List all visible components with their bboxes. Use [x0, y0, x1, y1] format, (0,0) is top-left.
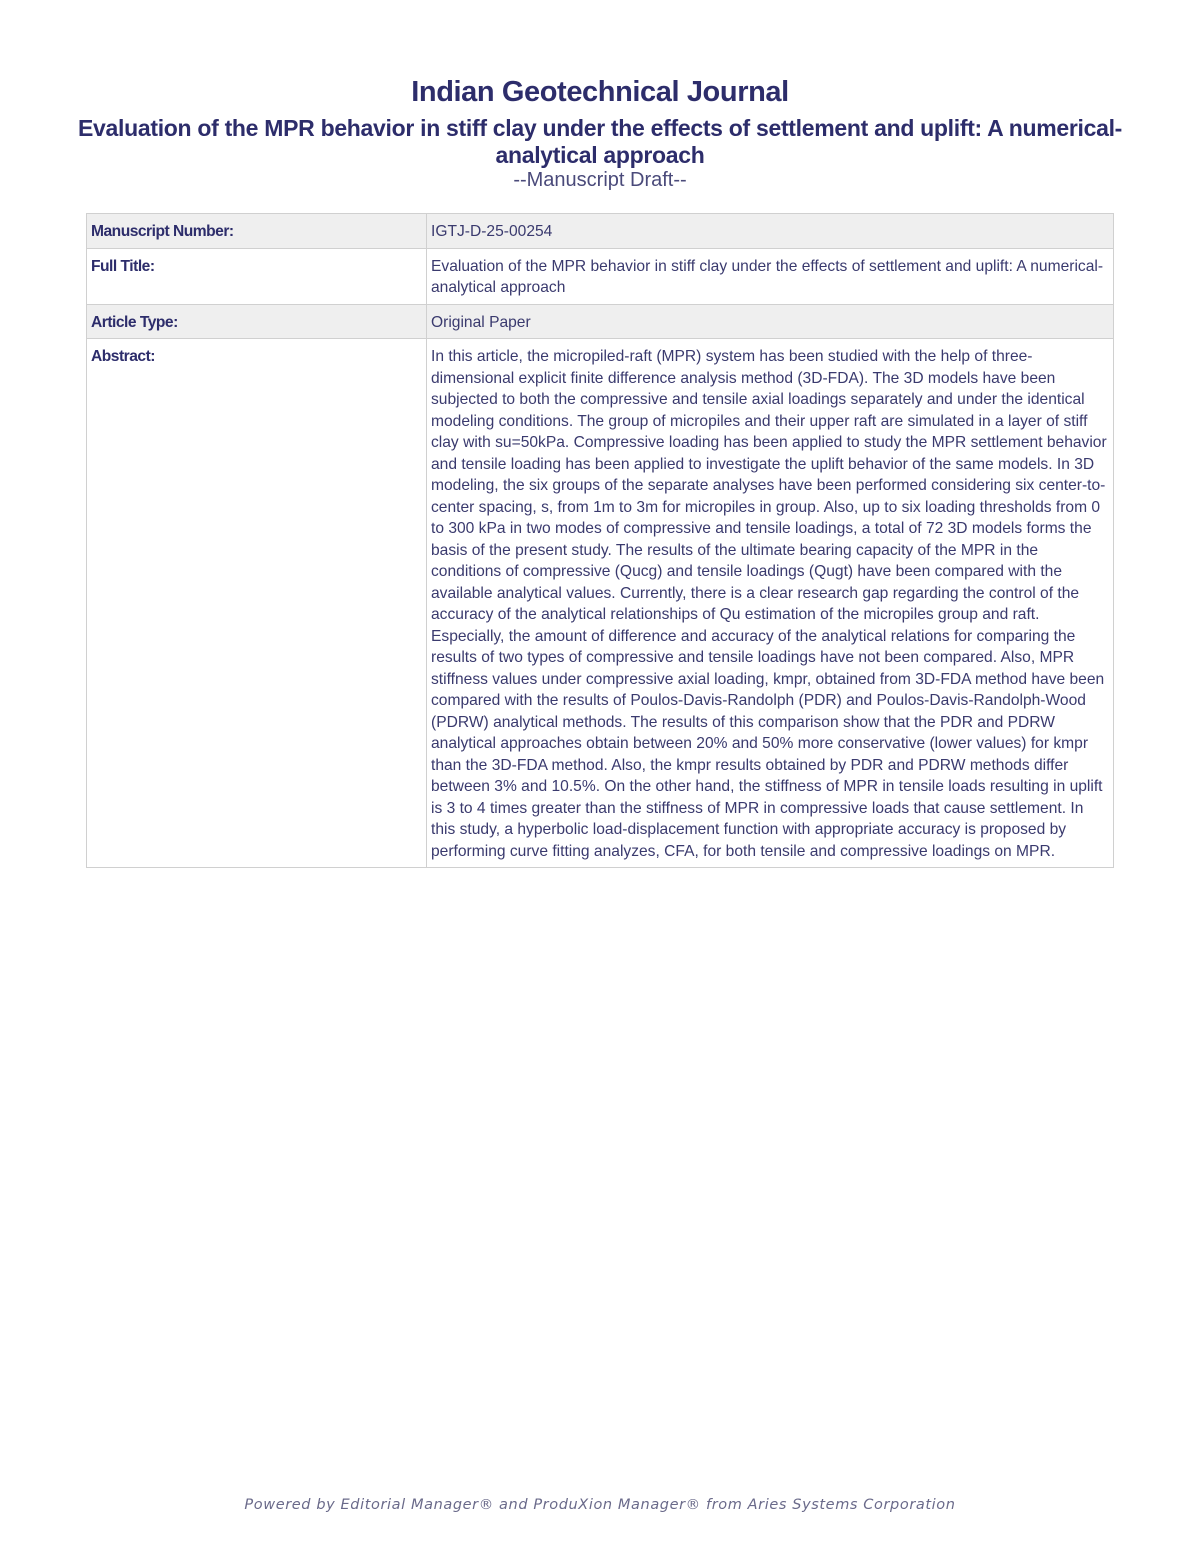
manuscript-draft-label: --Manuscript Draft--: [513, 169, 687, 191]
table-row-manuscript-number: [87, 214, 1114, 249]
table-row-article-type: [87, 304, 1114, 339]
article-type-label: Article Type:: [87, 304, 427, 339]
full-title-label: Full Title:: [87, 248, 427, 304]
full-title-value: Evaluation of the MPR behavior in stiff clay under the effects of settlement and uplift: A numerical-analytical approach: [427, 248, 1114, 304]
manuscript-metadata-table: [86, 213, 1114, 868]
table-row-full-title: [87, 248, 1114, 304]
powered-by-footer: Powered by Editorial Manager® and ProduXion Manager® from Aries Systems Corporation: [244, 1497, 956, 1513]
manuscript-number-label: Manuscript Number:: [87, 214, 427, 249]
abstract-text: In this article, the micropiled-raft (MPR) system has been studied with the help of three-dimensional explicit finite difference analysis method (3D-FDA). The 3D models have been subjected to both the compressive and tensile axial loadings separately and under the identical modeling conditions. The group of micropiles and their upper raft are simulated in a layer of stiff clay with su=50kPa. Compressive loading has been applied to study the MPR settlement behavior and tensile loading has been applied to investigate the uplift behavior of the same models. In 3D modeling, the six groups of the separate analyses have been performed considering six center-to-center spacing, s, from 1m to 3m for micropiles in group. Also, up to six loading thresholds from 0 to 300 kPa in two modes of compressive and tensile loadings, a total of 72 3D models forms the basis of the present study. The results of the ultimate bearing capacity of the MPR in the conditions of compressive (Qucg) and tensile loadings (Qugt) have been compared with the available analytical values. Currently, there is a clear research gap regarding the control of the accuracy of the analytical relationships of Qu estimation of the micropiles group and raft. Especially, the amount of difference and accuracy of the analytical relations for comparing the results of two types of compressive and tensile loadings have not been compared. Also, MPR stiffness values under compressive axial loading, kmpr, obtained from 3D-FDA method have been compared with the results of Poulos-Davis-Randolph (PDR) and Poulos-Davis-Randolph-Wood (PDRW) analytical methods. The results of this comparison show that the PDR and PDRW analytical approaches obtain between 20% and 50% more conservative (lower values) for kmpr than the 3D-FDA method. Also, the kmpr results obtained by PDR and PDRW methods differ between 3% and 10.5%. On the other hand, the stiffness of MPR in tensile loads resulting in uplift is 3 to 4 times greater than the stiffness of MPR in compressive loads that cause settlement. In this study, a hyperbolic load-displacement function with appropriate accuracy is proposed by performing curve fitting analyzes, CFA, for both tensile and compressive loadings on MPR.: [427, 339, 1114, 868]
abstract-label: Abstract:: [87, 339, 427, 868]
document-header: [0, 74, 1200, 191]
article-type-value: Original Paper: [427, 304, 1114, 339]
article-title: Evaluation of the MPR behavior in stiff clay under the effects of settlement and uplift: A numerical-analytical approach: [77, 115, 1123, 168]
journal-title: Indian Geotechnical Journal: [411, 76, 789, 108]
manuscript-number-value: IGTJ-D-25-00254: [427, 214, 1114, 249]
table-row-abstract: [87, 339, 1114, 868]
